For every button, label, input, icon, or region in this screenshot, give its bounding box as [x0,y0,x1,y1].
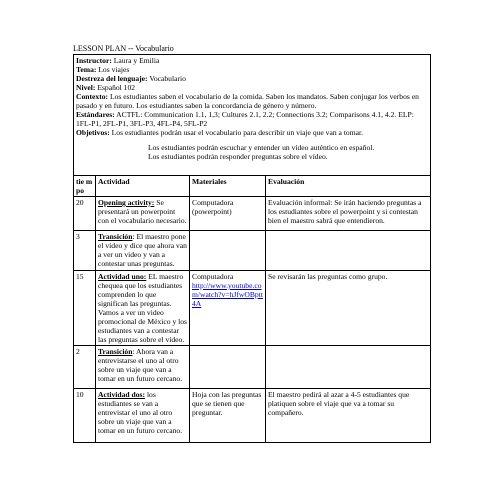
objetivo-3: Los estudiantes podrán responder preguntas sobre el vídeo. [148,152,328,161]
nivel-value: Español 102 [97,83,136,92]
instructor-line [76,56,428,65]
instructor-value: Laura y Emilia [113,56,160,65]
column-header-materials: Materiales [190,176,266,197]
document-title: LESSON PLAN -- Vocabulario [73,44,174,53]
materials-cell [190,271,266,346]
table-row [74,231,431,271]
column-header-row [74,176,431,197]
nivel-line [76,83,428,92]
contexto-label: Contexto: [76,92,109,101]
lesson-plan-table [73,54,431,443]
destreza-label: Destreza del lenguaje: [76,74,148,83]
materials-cell [190,346,266,389]
time-cell: 20 [74,197,96,231]
table-row [74,346,431,389]
instructor-label: Instructor: [76,56,112,65]
nivel-label: Nivel: [76,83,96,92]
objetivos-line [76,128,428,137]
lesson-header-cell [74,55,431,176]
evaluation-cell [266,231,431,271]
objetivo-2: Los estudiantes podrán escuchar y entender un vídeo auténtico en español. [148,143,375,152]
objetivos-label: Objetivos: [76,128,110,137]
lesson-plan-page [73,44,431,443]
materials-cell: Hoja con las preguntas que se tienen que preguntar. [190,389,266,443]
activity-cell [96,197,190,231]
table-row [74,389,431,443]
objetivos-value: Los estudiantes podrán usar el vocabulario para describir un viaje que van a tomar. [111,128,364,137]
contexto-line [76,92,428,110]
time-cell: 3 [74,231,96,271]
column-header-activity: Actividad [96,176,190,197]
activity-cell [96,346,190,389]
estandares-label: Estándares: [76,110,115,119]
tema-label: Tema: [76,65,97,74]
video-link[interactable]: http://www.youtube.com/watch?v=hJfwOBptt4A [192,281,263,308]
evaluation-cell: Se revisarán las preguntas como grupo. [266,271,431,346]
activity-label: Opening activity: [98,198,155,207]
activity-label: Transición [98,347,133,356]
destreza-line [76,74,428,83]
evaluation-cell: Evaluación informal: Se irán haciendo preguntas a los estudiantes sobre el powerpoint y si contestan bien el maestro sabrá que entendieron. [266,197,431,231]
activity-cell [96,271,190,346]
estandares-value: ACTFL: Communication 1.1, 1,3; Cultures 2.1, 2.2; Connections 3.2; Comparisons 4.1, 4.2. ELP: 1FL-P1, 2FL-P1, 3FL-P3, 4FL-P4, 5FL-P2 [76,110,414,128]
activity-cell [96,231,190,271]
activity-text: los estudiantes se van a entrevistar el uno al otro sobre un viaje que van a tomar en un futuro cercano. [98,390,183,435]
table-row [74,271,431,346]
estandares-line [76,110,428,128]
column-header-time: tie m po [74,176,96,197]
activity-text: : Ahora van a entrevistarse el uno al otro sobre un viaje que van a tomar en un futuro cercano. [98,347,183,383]
evaluation-cell [266,346,431,389]
tema-value: Los viajes [98,65,130,74]
materials-cell [190,231,266,271]
contexto-value: Los estudiantes saben el vocabulario de la comida. Saben los mandatos. Saben conjugar los verbos en pasado y en futuro. Los estudiantes saben la concordancia de género y número. [76,92,419,110]
evaluation-cell: El maestro pedirá al azar a 4-5 estudiantes que platiquen sobre el viaje que va a tomar su compañero. [266,389,431,443]
column-header-evaluation: Evaluación [266,176,431,197]
materials-text: Computadora [192,272,234,281]
activity-cell [96,389,190,443]
destreza-value: Vocabulario [149,74,186,83]
tema-line [76,65,428,74]
activity-text: : El maestro pone el vídeo y dice que ahora van a ver un video y van a contestar unas preguntas. [98,232,187,268]
time-cell: 2 [74,346,96,389]
activity-label: Actividad uno: [98,272,147,281]
activity-text: EL maestro chequea que los estudiantes comprenden lo que significan las preguntas. Vamos a ver un video promocional de México y los estudiantes van a contestar las preguntas sobre el vídeo. [98,272,187,344]
activity-text: Se presentará un powerpoint con el vocabulario necesario. [98,198,187,225]
header-row [74,55,431,176]
time-cell: 15 [74,271,96,346]
activity-label: Actividad dos: [98,390,146,399]
time-cell: 10 [74,389,96,443]
activity-label: Transición [98,232,133,241]
table-row [74,197,431,231]
materials-cell: Computadora (powerpoint) [190,197,266,231]
